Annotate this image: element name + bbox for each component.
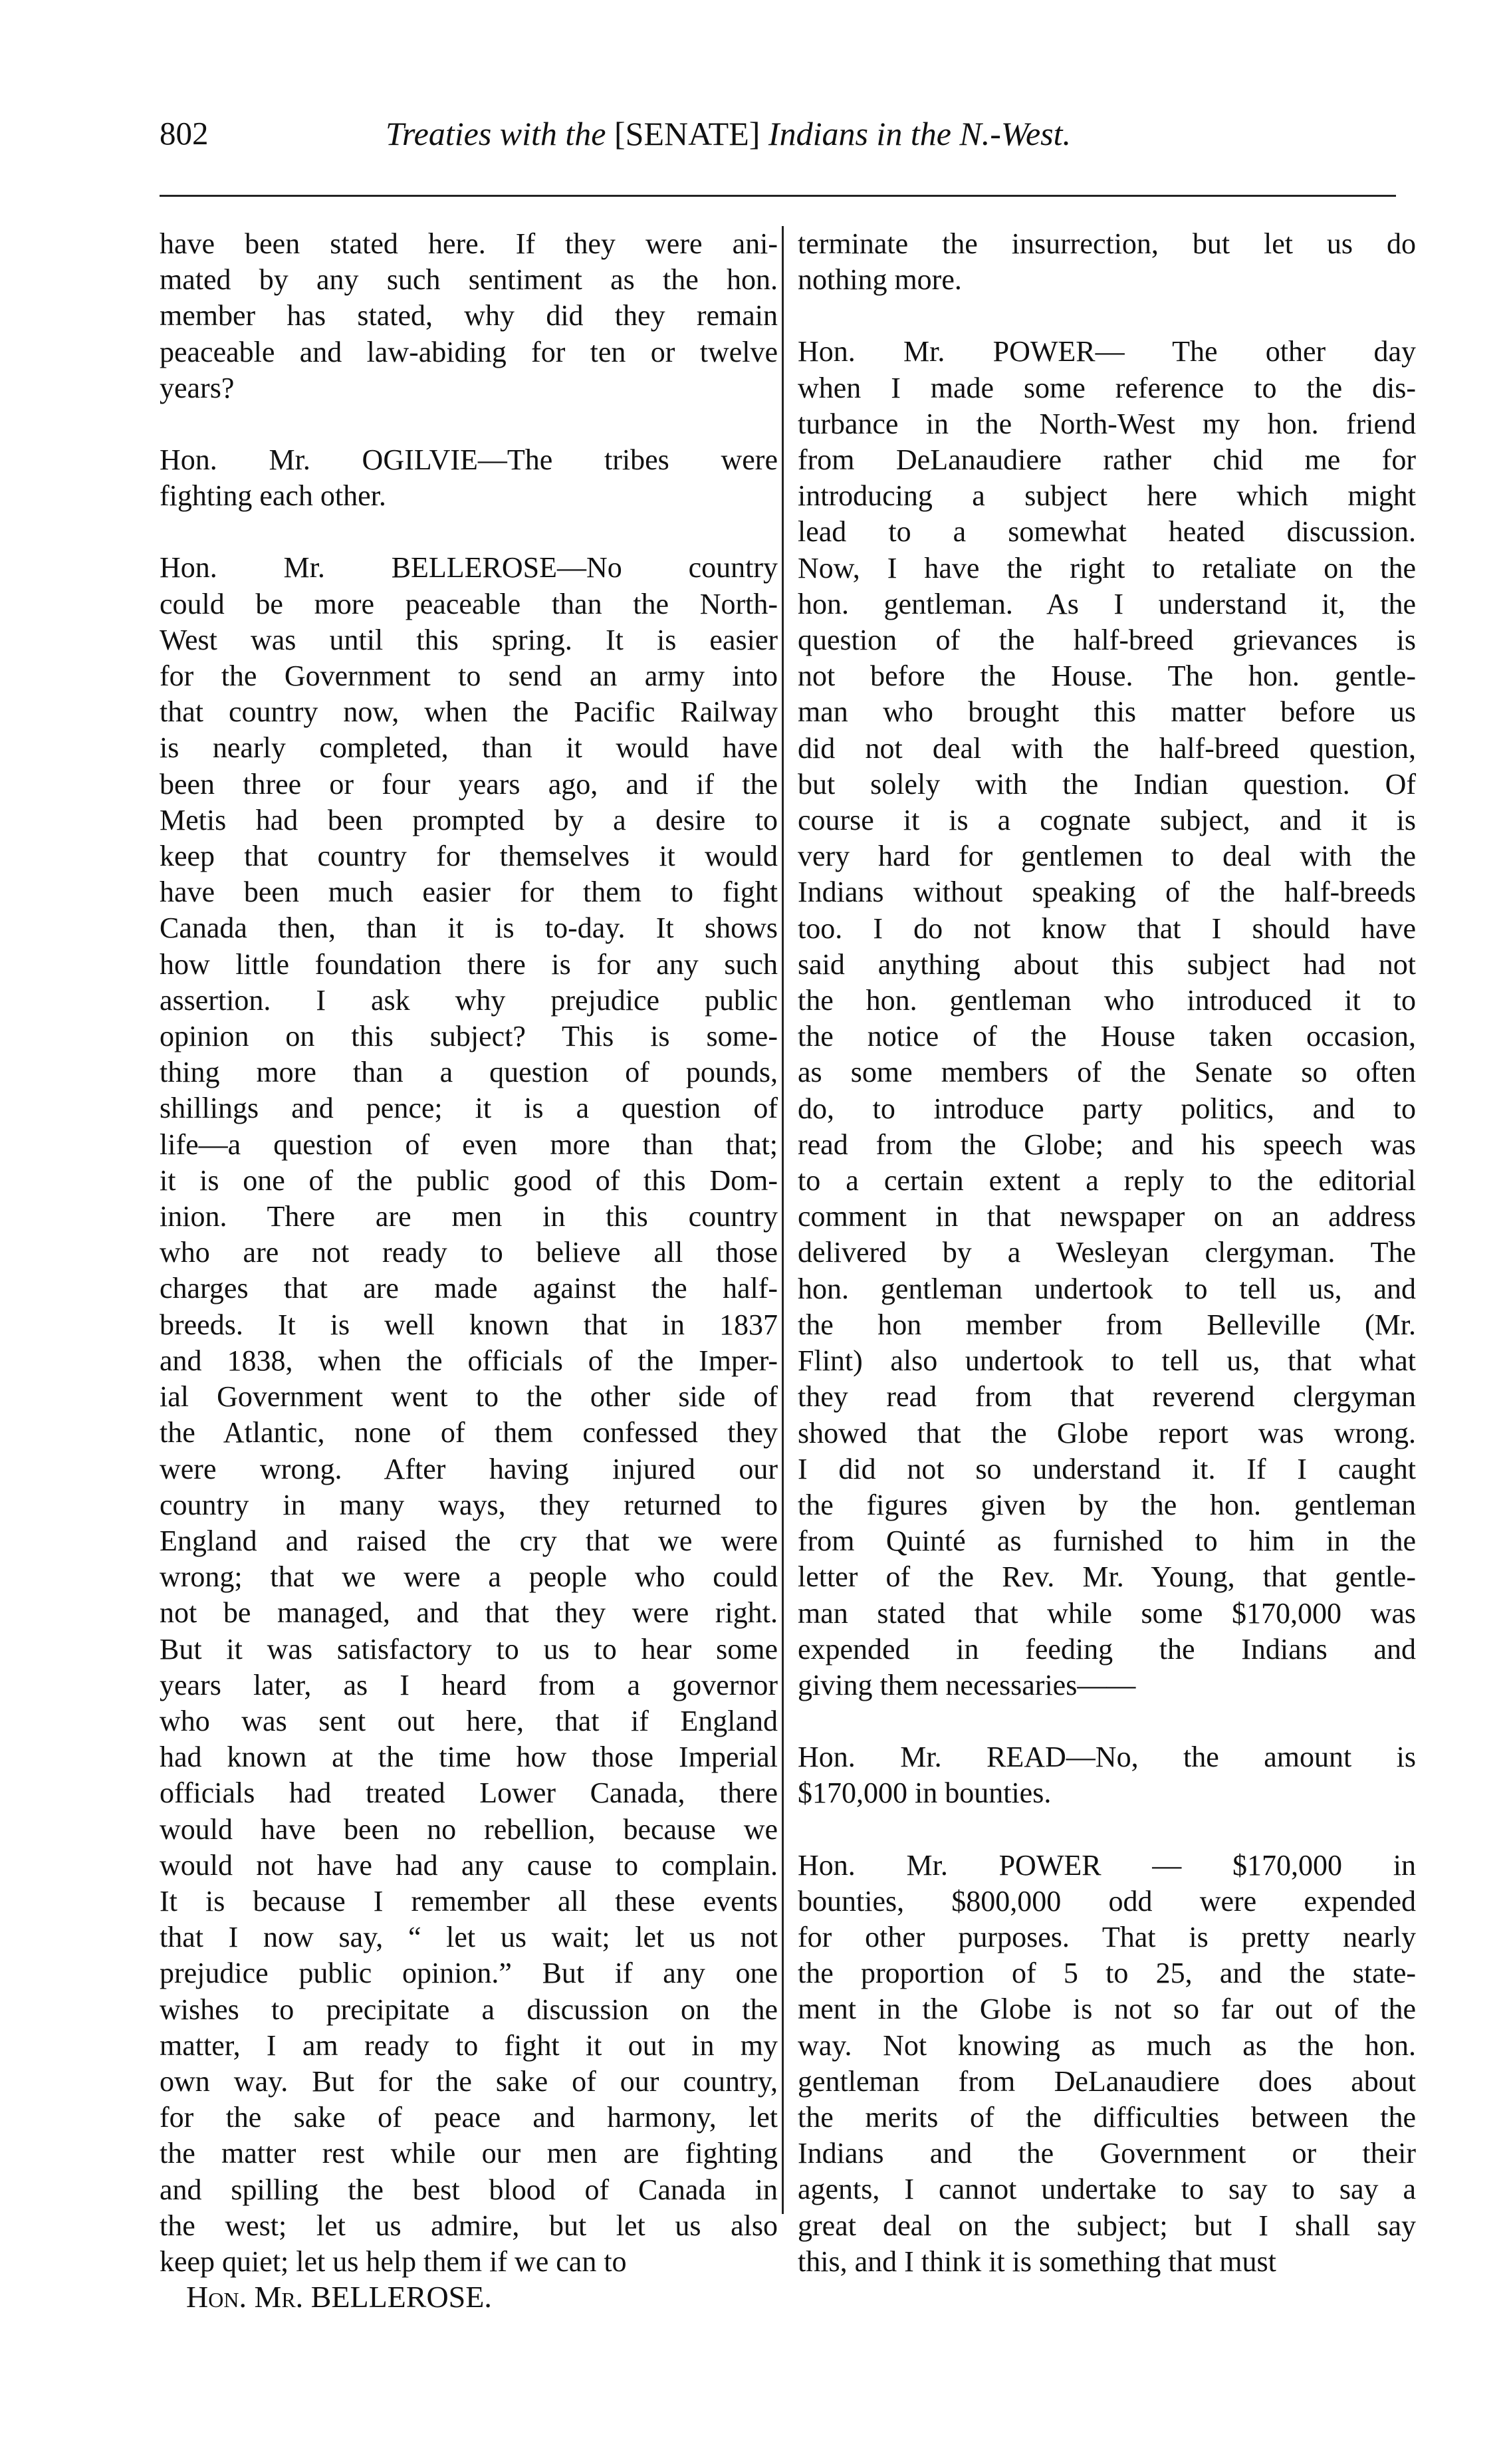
paragraph <box>160 226 778 406</box>
text-line: to a certain extent a reply to the editorial <box>798 1164 1416 1197</box>
text-line: West was until this spring. It is easier <box>160 623 778 656</box>
text-line: and 1838, when the officials of the Imper- <box>160 1344 778 1377</box>
text-line: as some members of the Senate so often <box>798 1056 1416 1089</box>
text-line: had known at the time how those Imperial <box>160 1741 778 1774</box>
text-line: Hon. Mr. POWER — $170,000 in <box>798 1848 1416 1882</box>
text-line: and spilling the best blood of Canada in <box>160 2173 778 2206</box>
text-line: hon. gentleman undertook to tell us, and <box>798 1272 1416 1305</box>
text-line: comment in that newspaper on an address <box>798 1200 1416 1233</box>
text-line: member has stated, why did they remain <box>160 299 778 332</box>
text-line: thing more than a question of pounds, <box>160 1056 778 1089</box>
text-line: officials had treated Lower Canada, there <box>160 1777 778 1810</box>
text-line: for the sake of peace and harmony, let <box>160 2101 778 2134</box>
text-line: the notice of the House taken occasion, <box>798 1020 1416 1053</box>
text-line: introducing a subject here which might <box>798 479 1416 513</box>
text-line: Indians and the Government or their <box>798 2137 1416 2170</box>
text-line: great deal on the subject; but I shall say <box>798 2209 1416 2242</box>
text-line: Hon. Mr. READ—No, the amount is <box>798 1741 1416 1774</box>
text-line: very hard for gentlemen to deal with the <box>798 840 1416 873</box>
text-line: not be managed, and that they were right. <box>160 1596 778 1630</box>
text-line: said anything about this subject had not <box>798 947 1416 981</box>
column-divider <box>782 226 784 2214</box>
paragraph-gap <box>160 514 778 550</box>
text-line: ment in the Globe is not so far out of the <box>798 1993 1416 2026</box>
paragraph <box>160 442 778 514</box>
text-line: man stated that while some $170,000 was <box>798 1596 1416 1630</box>
text-line: $170,000 in bounties. <box>798 1777 1052 1810</box>
text-line: do, to introduce party politics, and to <box>798 1092 1416 1125</box>
text-line: hon. gentleman. As I understand it, the <box>798 587 1416 620</box>
text-line: man who brought this matter before us <box>798 695 1416 729</box>
text-line: the hon. gentleman who introduced it to <box>798 984 1416 1017</box>
text-line: the matter rest while our men are fighting <box>160 2137 778 2170</box>
text-line: who was sent out here, that if England <box>160 1704 778 1737</box>
text-line: too. I do not know that I should have <box>798 912 1416 945</box>
running-header <box>160 114 1356 168</box>
text-line: years later, as I heard from a governor <box>160 1668 778 1701</box>
paragraph-gap <box>798 1812 1416 1848</box>
page-number: 802 <box>160 115 209 152</box>
text-line: prejudice public opinion.” But if any one <box>160 1957 778 1990</box>
text-line: would not have had any cause to complain. <box>160 1848 778 1882</box>
text-line: who are not ready to believe all those <box>160 1236 778 1269</box>
text-line: charges that are made against the half- <box>160 1272 778 1305</box>
text-line: did not deal with the half-breed question, <box>798 731 1416 765</box>
text-line: were wrong. After having injured our <box>160 1452 778 1485</box>
text-line: Hon. Mr. BELLEROSE—No country <box>160 551 778 584</box>
text-line: the hon member from Belleville (Mr. <box>798 1308 1416 1341</box>
text-line: not before the House. The hon. gentle- <box>798 660 1416 693</box>
text-line: Metis had been prompted by a desire to <box>160 803 778 836</box>
text-line: would have been no rebellion, because we <box>160 1812 778 1846</box>
text-line: keep that country for themselves it would <box>160 840 778 873</box>
text-line: wishes to precipitate a discussion on the <box>160 1993 778 2026</box>
text-line: that I now say, “ let us wait; let us not <box>160 1921 778 1954</box>
text-line: the Atlantic, none of them confessed they <box>160 1416 778 1449</box>
running-title <box>386 114 1071 153</box>
text-line: gentleman from DeLanaudiere does about <box>798 2064 1416 2098</box>
paragraph-gap <box>798 298 1416 334</box>
text-line: terminate the insurrection, but let us do <box>798 227 1416 260</box>
page-footer <box>186 2279 492 2314</box>
text-line: for the Government to send an army into <box>160 660 778 693</box>
text-line: giving them necessaries—— <box>798 1668 1136 1701</box>
text-line: Canada then, than it is to-day. It shows <box>160 912 778 945</box>
text-line: lead to a somewhat heated discussion. <box>798 515 1416 549</box>
text-line: It is because I remember all these events <box>160 1884 778 1917</box>
text-line: for other purposes. That is pretty nearly <box>798 1920 1416 1953</box>
text-line: been three or four years ago, and if the <box>160 767 778 801</box>
text-line: fighting each other. <box>160 479 386 513</box>
running-title-left: Treaties with the <box>386 115 614 152</box>
header-rule <box>160 195 1396 197</box>
text-line: the merits of the difficulties between the <box>798 2100 1416 2134</box>
text-line: agents, I cannot undertake to say to say a <box>798 2173 1416 2206</box>
running-title-senate: [SENATE] <box>614 115 760 152</box>
text-line: have been much easier for them to fight <box>160 876 778 909</box>
left-column <box>160 226 778 2280</box>
paragraph-gap <box>160 406 778 442</box>
text-line: from DeLanaudiere rather chid me for <box>798 443 1416 477</box>
running-title-right: Indians in the N.-West. <box>760 115 1071 152</box>
text-line: shillings and pence; it is a question of <box>160 1092 778 1125</box>
text-line: showed that the Globe report was wrong. <box>798 1416 1416 1449</box>
text-line: when I made some reference to the dis- <box>798 371 1416 404</box>
text-line: years? <box>160 371 235 404</box>
paragraph <box>798 334 1416 1703</box>
text-line: own way. But for the sake of our country, <box>160 2064 778 2098</box>
text-line: England and raised the cry that we were <box>160 1524 778 1557</box>
text-line: question of the half-breed grievances is <box>798 624 1416 657</box>
text-line: have been stated here. If they were ani- <box>160 227 778 260</box>
text-line: the proportion of 5 to 25, and the state- <box>798 1957 1416 1990</box>
text-line: assertion. I ask why prejudice public <box>160 983 778 1017</box>
paragraph <box>798 1739 1416 1811</box>
text-line: but solely with the Indian question. Of <box>798 767 1416 801</box>
text-line: Indians without speaking of the half-breeds <box>798 876 1416 909</box>
text-line: Now, I have the right to retaliate on the <box>798 551 1416 584</box>
text-line: expended in feeding the Indians and <box>798 1632 1416 1665</box>
text-line: Hon. Mr. POWER— The other day <box>798 335 1416 368</box>
text-line: that country now, when the Pacific Railway <box>160 695 778 729</box>
text-line: turbance in the North-West my hon. friend <box>798 407 1416 440</box>
text-line: inion. There are men in this country <box>160 1200 778 1233</box>
text-line: ial Government went to the other side of <box>160 1380 778 1414</box>
text-line: Flint) also undertook to tell us, that what <box>798 1344 1416 1378</box>
text-line: letter of the Rev. Mr. Young, that gentle- <box>798 1560 1416 1594</box>
text-line: how little foundation there is for any such <box>160 947 778 981</box>
text-line: life—a question of even more than that; <box>160 1128 778 1161</box>
paragraph <box>160 550 778 2280</box>
text-line: course it is a cognate subject, and it is <box>798 804 1416 837</box>
right-column <box>798 226 1416 2280</box>
text-line: country in many ways, they returned to <box>160 1488 778 1521</box>
text-line: But it was satisfactory to us to hear some <box>160 1632 778 1665</box>
footer-speaker-name: Hon. Mr. BELLEROSE. <box>186 2280 492 2314</box>
text-line: is nearly completed, than it would have <box>160 731 778 765</box>
text-line: bounties, $800,000 odd were expended <box>798 1884 1416 1917</box>
text-line: opinion on this subject? This is some- <box>160 1020 778 1053</box>
text-line: this, and I think it is something that must <box>798 2245 1276 2278</box>
text-line: could be more peaceable than the North- <box>160 587 778 620</box>
text-line: matter, I am ready to fight it out in my <box>160 2029 778 2062</box>
paragraph <box>798 1848 1416 2280</box>
text-line: it is one of the public good of this Dom- <box>160 1164 778 1197</box>
text-line: I did not so understand it. If I caught <box>798 1452 1416 1485</box>
text-line: Hon. Mr. OGILVIE—The tribes were <box>160 443 778 477</box>
text-line: from Quinté as furnished to him in the <box>798 1525 1416 1558</box>
paragraph <box>798 226 1416 298</box>
text-line: read from the Globe; and his speech was <box>798 1128 1416 1161</box>
text-line: the figures given by the hon. gentleman <box>798 1488 1416 1521</box>
text-line: delivered by a Wesleyan clergyman. The <box>798 1236 1416 1269</box>
text-line: nothing more. <box>798 263 962 297</box>
text-line: way. Not knowing as much as the hon. <box>798 2029 1416 2062</box>
text-line: breeds. It is well known that in 1837 <box>160 1308 778 1341</box>
paragraph-gap <box>798 1703 1416 1739</box>
text-line: the west; let us admire, but let us also <box>160 2209 778 2242</box>
text-line: peaceable and law-abiding for ten or twelve <box>160 335 778 368</box>
text-line: mated by any such sentiment as the hon. <box>160 263 778 297</box>
text-line: wrong; that we were a people who could <box>160 1560 778 1594</box>
text-line: keep quiet; let us help them if we can to <box>160 2245 627 2278</box>
text-line: they read from that reverend clergyman <box>798 1380 1416 1414</box>
